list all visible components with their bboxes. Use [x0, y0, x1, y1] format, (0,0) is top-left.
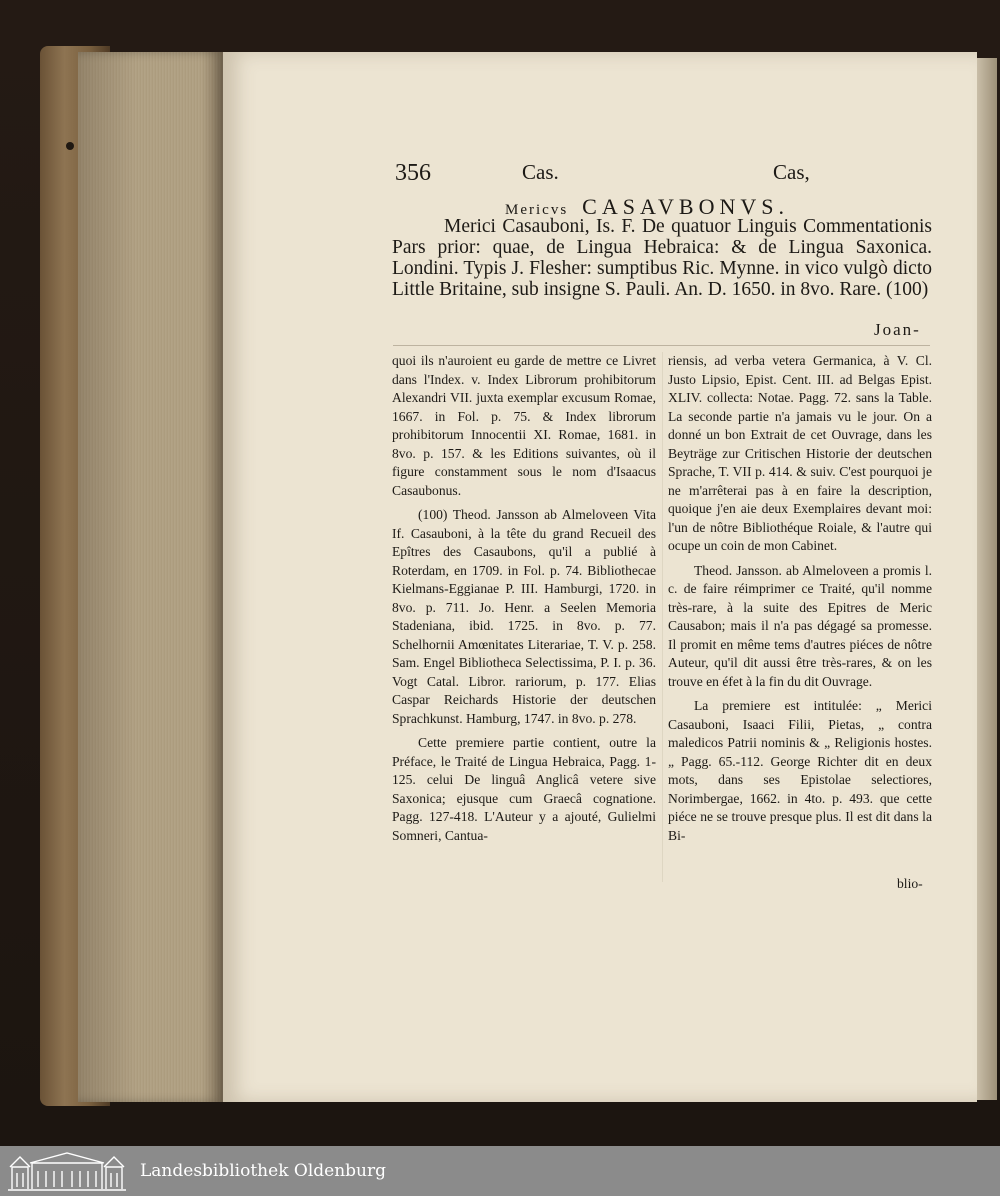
right-paragraph-1: riensis, ad verba vetera Germanica, à V. Cl. Justo Lipsio, Epist. Cent. III. ad Belgas Epist. XLIV. collecta: Notae. Pagg. 72. sans la Table. La seconde partie n'a jamais vu le jour. On a donné un bon Extrait de cet Ouvrage, dans les Beyträge zur Critischen Historie der deutschen Sprache, T. VII p. 414. & suiv. C'est pourquoi je ne m'arrêterai pas à en faire la description, quoique j'en aie deux Exemplaires devant moi: l'un de nôtre Bibliothéque Roiale, & l'autre qui ocupe un coin de mon Cabinet. — [668, 353, 932, 553]
left-paragraph-2: (100) Theod. Jansson ab Almeloveen Vita If. Casauboni, à la tête du grand Recueil des Epîtres des Casaubons, qu'il a publié à Roterdam, en 1709. in Fol. p. 74. Bibliothecae Kielmans-Eggianae P. III. Hamburgi, 1720. in 8vo. p. 711. Jo. Henr. a Seelen Memoria Stadeniana, ibid. 1725. in 8vo. p. 77. Schelhornii Amœnitates Literariae, T. V. p. 258. Sam. Engel Bibliotheca Selectissima, P. I. p. 36. Vogt Catal. Libror. rariorum, p. 177. Elias Caspar Reichards Historie der deutschen Sprachkunst. Hamburg, 1747. in 8vo. p. 278. — [392, 507, 656, 726]
right-paragraph-2: Theod. Jansson. ab Almeloveen a promis l. c. de faire réimprimer ce Traité, qu'il nomme très-rare, à la suite des Epitres de Meric Causabon; mais il n'a pas dégagé sa promesse. Il promit en même tems d'autres piéces de nôtre Auteur, qu'il dit aussi être très-rares, & on les trouve en éfet à la fin du dit Ouvrage. — [668, 562, 932, 689]
page-number: 356 — [395, 160, 431, 186]
cover-mark — [66, 142, 74, 150]
catchword-bottom: blio- — [897, 876, 923, 891]
entry-author-prefix: Mericvs — [505, 202, 569, 218]
library-building-icon — [8, 1149, 126, 1193]
left-paragraph-3: Cette premiere partie contient, outre la Préface, le Traité de Lingua Hebraica, Pagg. 1-125. celui De linguâ Anglicâ vetere sive Saxonica; ejusque cum Graecâ cognatione. Pagg. 127-418. L'Auteur y a ajouté, Gulielmi Somneri, Cantua- — [392, 735, 656, 843]
footnote-rule — [393, 345, 930, 346]
right-paragraph-3: La premiere est intitulée: „ Merici Casauboni, Isaaci Filii, Pietas, „ contra maledicos Patrii nominis & „ Religionis hostes. „ Pagg. 65.-112. George Richter dit en deux mots, dans ses Epistolae selectiores, Norimbergae, 1662. in 4to. p. 493. que cette piéce ne se trouve presque plus. Il est dit dans la Bi- — [668, 698, 932, 843]
next-page-sliver — [977, 58, 997, 1100]
entry-author-name: CASAVBONVS. — [582, 194, 789, 219]
page-edges-shade — [78, 52, 223, 1102]
running-head-left: Cas. — [522, 160, 559, 184]
running-head-right: Cas, — [773, 160, 810, 184]
footer-bar — [0, 1146, 1000, 1196]
catchword-top: Joan- — [874, 320, 921, 339]
entry-text: Merici Casauboni, Is. F. De quatuor Linguis Commentationis Pars prior: quae, de Lingua Hebraica: & de Lingua Saxonica. Londini. Typis J. Flesher: sumptibus Ric. Mynne. in vico vulgò dicto Little Britaine, sub insigne S. Pauli. An. D. 1650. in 8vo. Rare. (100) — [392, 216, 932, 300]
footnote-column-left — [392, 352, 656, 851]
footnote-column-right — [668, 352, 932, 851]
footer-institution: Landesbibliothek Oldenburg — [140, 1161, 387, 1181]
running-header — [395, 160, 815, 190]
column-gutter — [662, 352, 663, 882]
left-paragraph-1: quoi ils n'auroient eu garde de mettre ce Livret dans l'Index. v. Index Librorum prohibitorum Alexandri VII. juxta exemplar excusum Romae, 1667. in Fol. p. 75. & Index librorum prohibitorum Innocentii XI. Romae, 1681. in 8vo. p. 157. & les Editions suivantes, où il figure constamment sous le nom d'Isaacus Casaubonus. — [392, 353, 656, 498]
